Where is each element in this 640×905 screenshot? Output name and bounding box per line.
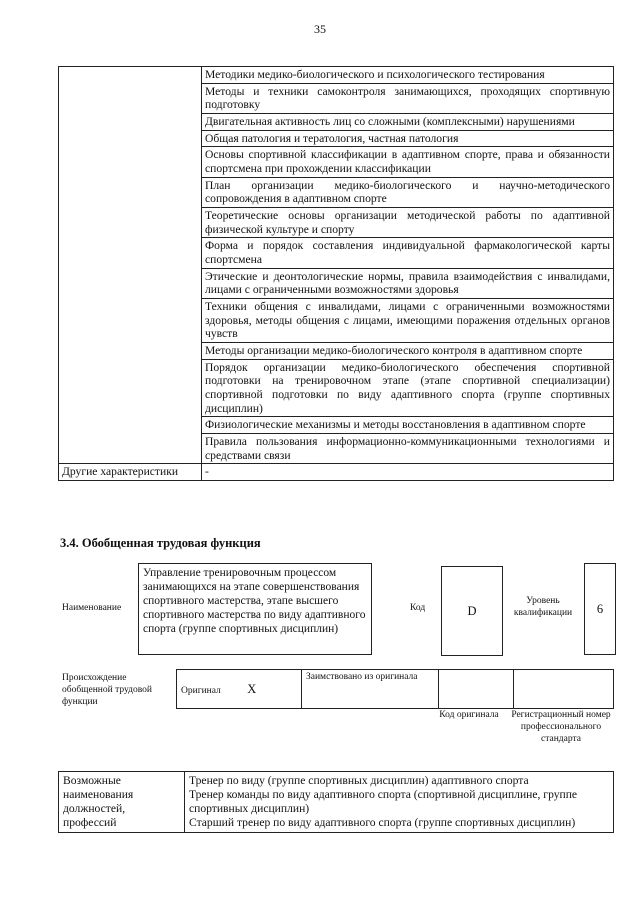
position-item: Тренер по виду (группе спортивных дисциплин) адаптивного спорта: [189, 774, 529, 787]
knowledge-row: Методы организации медико-биологического контроля в адаптивном спорте: [202, 343, 614, 360]
reg-number-cell: [514, 670, 614, 709]
knowledge-label-cell: [59, 67, 202, 464]
positions-label: Возможные наименования должностей, профессий: [59, 772, 185, 833]
section-title: 3.4. Обобщенная трудовая функция: [60, 536, 261, 550]
knowledge-row: Форма и порядок составления индивидуальной фармакологической карты спортсмена: [202, 238, 614, 268]
code-label: Код: [410, 603, 426, 613]
original-mark: X: [247, 681, 257, 696]
knowledge-row: Порядок организации медико-биологического обеспечения спортивной подготовки на тренировочном этапе (этапе спортивной специализации) спортивной подготовки по виду адаптивного спорта (группе спортивных дисциплин): [202, 359, 614, 417]
original-label: Оригинал: [181, 685, 221, 696]
reg-number-caption: Регистрационный номер профессионального стандарта: [511, 710, 611, 744]
knowledge-table: [58, 66, 614, 481]
other-characteristics-label: Другие характеристики: [59, 464, 202, 481]
level-value: 6: [584, 563, 616, 655]
positions-table: [58, 771, 614, 833]
origin-label: Происхождение обобщенной трудовой функции: [62, 673, 152, 707]
name-label: Наименование: [62, 603, 122, 613]
code-original-caption: Код оригинала: [439, 710, 499, 720]
position-item: Тренер команды по виду адаптивного спорта (спортивной дисциплине, группе спортивных дисциплин): [189, 787, 578, 815]
knowledge-row: Физиологические механизмы и методы восстановления в адаптивном спорте: [202, 417, 614, 434]
knowledge-row: Основы спортивной классификации в адаптивном спорте, права и обязанности спортсмена при прохождении классификации: [202, 147, 614, 177]
code-value: D: [441, 566, 503, 656]
knowledge-row: Общая патология и тератология, частная патология: [202, 130, 614, 147]
page-number: 35: [314, 22, 326, 36]
level-label: Уровень квалификации: [513, 596, 573, 618]
knowledge-row: Методики медико-биологического и психологического тестирования: [202, 67, 614, 84]
positions-list: [185, 772, 614, 833]
other-characteristics-value: -: [202, 464, 614, 481]
position-item: Старший тренер по виду адаптивного спорта (группе спортивных дисциплин): [189, 815, 576, 829]
function-name-box: Управление тренировочным процессом занимающихся на этапе совершенствования спортивного мастерства, этапе высшего спортивного мастерства по виду адаптивного спорта (группе спортивных дисциплин): [138, 563, 372, 655]
knowledge-row: Правила пользования информационно-коммуникационными технологиями и средствами связи: [202, 434, 614, 464]
knowledge-row: Этические и деонтологические нормы, правила взаимодействия с инвалидами, лицами с ограниченными возможностями здоровья: [202, 268, 614, 298]
original-cell: [177, 670, 302, 709]
knowledge-row: План организации медико-биологического и научно-методического сопровождения в адаптивном спорте: [202, 177, 614, 207]
knowledge-row: Методы и техники самоконтроля занимающихся, проходящих спортивную подготовку: [202, 83, 614, 113]
code-original-cell: [439, 670, 514, 709]
knowledge-row: Двигательная активность лиц со сложными (комплексными) нарушениями: [202, 114, 614, 131]
borrowed-cell: Заимствовано из оригинала: [302, 670, 439, 709]
origin-table: [176, 669, 614, 709]
knowledge-row: Техники общения с инвалидами, лицами с ограниченными возможностями здоровья, методы общения с лицами, имеющими поражения отдельных органов чувств: [202, 299, 614, 343]
knowledge-row: Теоретические основы организации методической работы по адаптивной физической культуре и спорту: [202, 208, 614, 238]
